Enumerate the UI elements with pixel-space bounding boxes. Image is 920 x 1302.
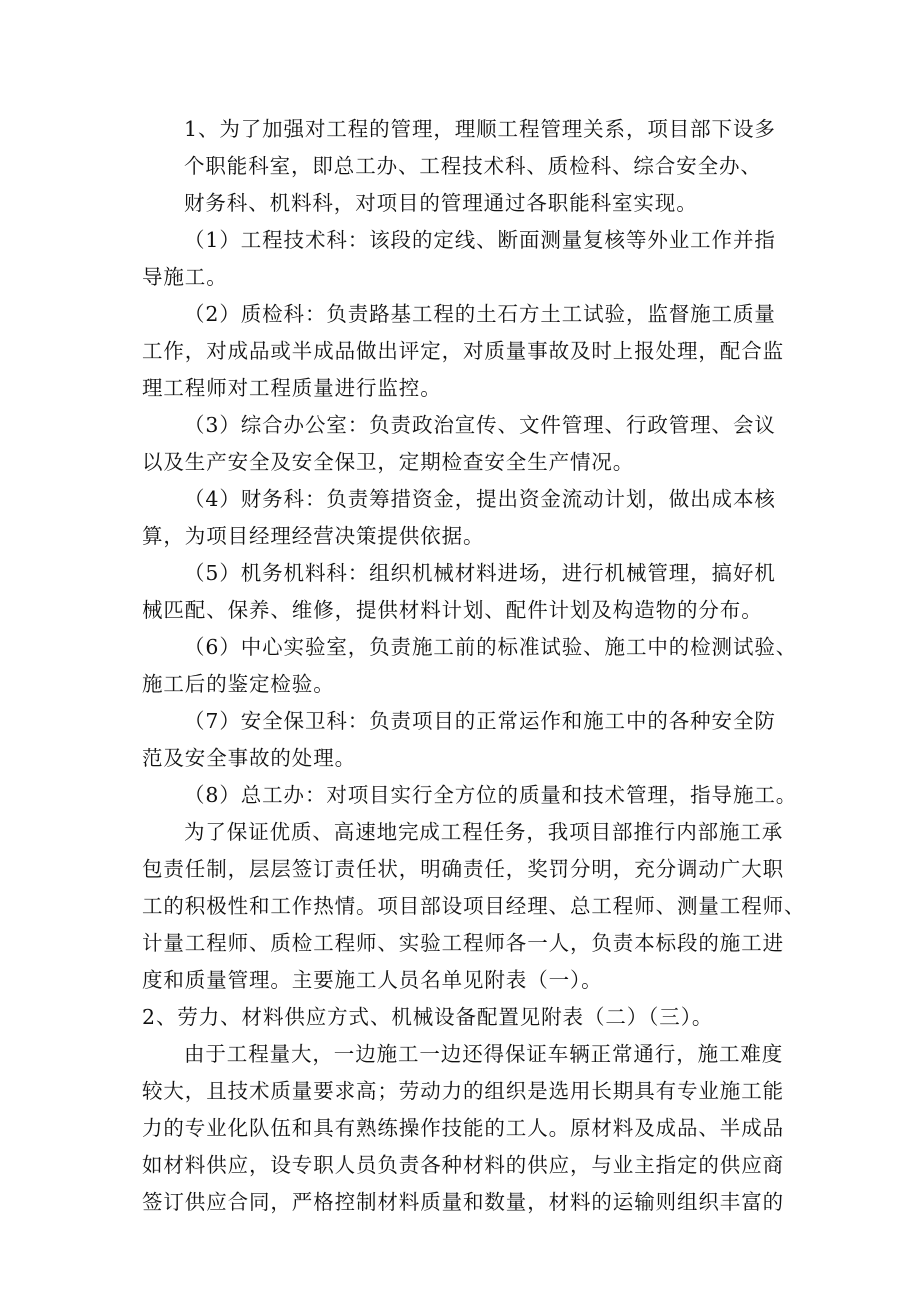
text-line: 1、为了加强对工程的管理，理顺工程管理关系，项目部下设多 bbox=[184, 117, 776, 141]
text-line: 工的积极性和工作热情。项目部设项目经理、总工程师、测量工程师、 bbox=[142, 894, 806, 918]
text-line: 由于工程量大，一边施工一边还得保证车辆正常通行，施工难度 bbox=[184, 1042, 784, 1066]
text-line: （5）机务机料科：组织机械材料进场，进行机械管理，搞好机 bbox=[184, 561, 776, 585]
text-line: 械匹配、保养、维修，提供材料计划、配件计划及构造物的分布。 bbox=[142, 598, 763, 622]
text-line: 导施工。 bbox=[142, 265, 228, 289]
text-line: （8）总工办：对项目实行全方位的质量和技术管理，指导施工。 bbox=[184, 783, 798, 807]
text-line: 较大，且技术质量要求高；劳动力的组织是选用长期具有专业施工能 bbox=[142, 1079, 784, 1103]
text-line: 施工后的鉴定检验。 bbox=[142, 672, 335, 696]
text-line: （4）财务科：负责筹措资金，提出资金流动计划，做出成本核 bbox=[184, 487, 776, 511]
text-line: （1）工程技术科：该段的定线、断面测量复核等外业工作并指 bbox=[184, 228, 776, 252]
text-line: 为了保证优质、高速地完成工程任务，我项目部推行内部施工承 bbox=[184, 820, 784, 844]
text-line: 度和质量管理。主要施工人员名单见附表（一）。 bbox=[142, 968, 603, 992]
text-line: （3）综合办公室：负责政治宣传、文件管理、行政管理、会议 bbox=[184, 413, 776, 437]
text-line: （7）安全保卫科：负责项目的正常运作和施工中的各种安全防 bbox=[184, 709, 776, 733]
text-line: （6）中心实验室，负责施工前的标准试验、施工中的检测试验、 bbox=[184, 635, 798, 659]
text-line: 算，为项目经理经营决策提供依据。 bbox=[142, 524, 485, 548]
text-line: 包责任制，层层签订责任状，明确责任，奖罚分明，充分调动广大职 bbox=[142, 857, 784, 881]
text-line: 范及安全事故的处理。 bbox=[142, 746, 356, 770]
text-line: 签订供应合同，严格控制材料质量和数量，材料的运输则组织丰富的 bbox=[142, 1190, 784, 1214]
text-line: 计量工程师、质检工程师、实验工程师各一人，负责本标段的施工进 bbox=[142, 931, 784, 955]
text-line: 2、劳力、材料供应方式、机械设备配置见附表（二）（三）。 bbox=[142, 1005, 714, 1029]
text-line: 财务科、机料科，对项目的管理通过各职能科室实现。 bbox=[184, 191, 698, 215]
text-line: 力的专业化队伍和具有熟练操作技能的工人。原材料及成品、半成品 bbox=[142, 1116, 784, 1140]
text-line: 以及生产安全及安全保卫，定期检查安全生产情况。 bbox=[142, 450, 635, 474]
text-line: 工作，对成品或半成品做出评定，对质量事故及时上报处理，配合监 bbox=[142, 339, 784, 363]
text-line: 如材料供应，设专职人员负责各种材料的供应，与业主指定的供应商 bbox=[142, 1153, 784, 1177]
text-line: （2）质检科：负责路基工程的土石方土工试验，监督施工质量 bbox=[184, 302, 776, 326]
text-line: 理工程师对工程质量进行监控。 bbox=[142, 376, 442, 400]
text-line: 个职能科室，即总工办、工程技术科、质检科、综合安全办、 bbox=[184, 154, 762, 178]
